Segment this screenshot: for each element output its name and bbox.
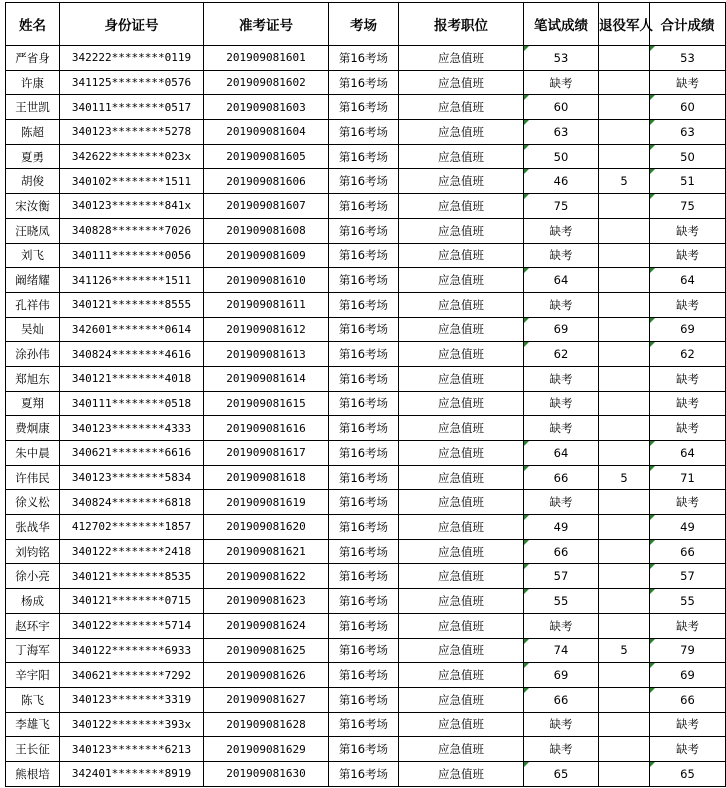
cell-ticket-number: 201909081626 xyxy=(204,663,329,688)
cell-position: 应急值班 xyxy=(399,761,524,786)
cell-id-number: 412702********1857 xyxy=(60,515,204,540)
cell-veteran-bonus xyxy=(599,663,650,688)
cell-written-score: 缺考 xyxy=(524,490,599,515)
cell-written-score: 缺考 xyxy=(524,243,599,268)
cell-position: 应急值班 xyxy=(399,194,524,219)
cell-written-score: 74 xyxy=(524,638,599,663)
cell-ticket-number: 201909081606 xyxy=(204,169,329,194)
cell-veteran-bonus xyxy=(599,391,650,416)
cell-exam-room: 第16考场 xyxy=(329,712,399,737)
cell-id-number: 340121********8555 xyxy=(60,292,204,317)
table-row xyxy=(6,169,726,194)
cell-id-number: 342601********0614 xyxy=(60,317,204,342)
cell-written-score: 53 xyxy=(524,46,599,71)
cell-position: 应急值班 xyxy=(399,169,524,194)
cell-position: 应急值班 xyxy=(399,712,524,737)
cell-ticket-number: 201909081629 xyxy=(204,737,329,762)
cell-id-number: 340122********393x xyxy=(60,712,204,737)
cell-name: 辛宇阳 xyxy=(6,663,60,688)
cell-total-score: 64 xyxy=(650,268,726,293)
cell-position: 应急值班 xyxy=(399,564,524,589)
table-row xyxy=(6,243,726,268)
table-row xyxy=(6,70,726,95)
column-header-total-score: 合计成绩 xyxy=(650,3,726,46)
cell-total-score: 69 xyxy=(650,317,726,342)
cell-ticket-number: 201909081602 xyxy=(204,70,329,95)
cell-id-number: 340621********7292 xyxy=(60,663,204,688)
cell-exam-room: 第16考场 xyxy=(329,613,399,638)
cell-position: 应急值班 xyxy=(399,490,524,515)
table-row xyxy=(6,441,726,466)
table-row xyxy=(6,638,726,663)
cell-veteran-bonus xyxy=(599,268,650,293)
cell-id-number: 340824********4616 xyxy=(60,342,204,367)
cell-ticket-number: 201909081616 xyxy=(204,416,329,441)
cell-veteran-bonus xyxy=(599,292,650,317)
table-row xyxy=(6,539,726,564)
cell-veteran-bonus xyxy=(599,95,650,120)
cell-ticket-number: 201909081622 xyxy=(204,564,329,589)
cell-exam-room: 第16考场 xyxy=(329,391,399,416)
cell-veteran-bonus xyxy=(599,416,650,441)
cell-written-score: 缺考 xyxy=(524,416,599,441)
cell-veteran-bonus xyxy=(599,564,650,589)
cell-ticket-number: 201909081605 xyxy=(204,144,329,169)
table-row xyxy=(6,490,726,515)
cell-total-score: 缺考 xyxy=(650,712,726,737)
cell-id-number: 340121********4018 xyxy=(60,366,204,391)
cell-total-score: 缺考 xyxy=(650,391,726,416)
table-row xyxy=(6,317,726,342)
cell-veteran-bonus xyxy=(599,342,650,367)
cell-written-score: 缺考 xyxy=(524,737,599,762)
cell-id-number: 340121********0715 xyxy=(60,589,204,614)
cell-total-score: 49 xyxy=(650,515,726,540)
cell-veteran-bonus xyxy=(599,46,650,71)
cell-id-number: 340121********8535 xyxy=(60,564,204,589)
cell-veteran-bonus xyxy=(599,317,650,342)
cell-total-score: 缺考 xyxy=(650,416,726,441)
cell-ticket-number: 201909081610 xyxy=(204,268,329,293)
cell-veteran-bonus xyxy=(599,712,650,737)
table-row xyxy=(6,663,726,688)
cell-position: 应急值班 xyxy=(399,342,524,367)
cell-veteran-bonus xyxy=(599,366,650,391)
cell-id-number: 342401********8919 xyxy=(60,761,204,786)
cell-ticket-number: 201909081614 xyxy=(204,366,329,391)
table-row xyxy=(6,737,726,762)
table-row xyxy=(6,120,726,145)
cell-ticket-number: 201909081608 xyxy=(204,218,329,243)
table-row xyxy=(6,515,726,540)
cell-name: 宋汝衡 xyxy=(6,194,60,219)
cell-name: 丁海军 xyxy=(6,638,60,663)
cell-position: 应急值班 xyxy=(399,515,524,540)
cell-name: 许康 xyxy=(6,70,60,95)
cell-veteran-bonus: 5 xyxy=(599,638,650,663)
cell-id-number: 340111********0517 xyxy=(60,95,204,120)
cell-ticket-number: 201909081617 xyxy=(204,441,329,466)
cell-exam-room: 第16考场 xyxy=(329,490,399,515)
cell-id-number: 340824********6818 xyxy=(60,490,204,515)
cell-id-number: 340123********5834 xyxy=(60,465,204,490)
cell-id-number: 340621********6616 xyxy=(60,441,204,466)
column-header-veteran-bonus: 退役军人 xyxy=(599,3,650,46)
cell-exam-room: 第16考场 xyxy=(329,120,399,145)
cell-ticket-number: 201909081604 xyxy=(204,120,329,145)
cell-written-score: 缺考 xyxy=(524,70,599,95)
cell-written-score: 46 xyxy=(524,169,599,194)
cell-exam-room: 第16考场 xyxy=(329,144,399,169)
cell-exam-room: 第16考场 xyxy=(329,416,399,441)
cell-position: 应急值班 xyxy=(399,589,524,614)
cell-name: 涂孙伟 xyxy=(6,342,60,367)
column-header-name: 姓名 xyxy=(6,3,60,46)
cell-total-score: 62 xyxy=(650,342,726,367)
column-header-ticket-number: 准考证号 xyxy=(204,3,329,46)
cell-written-score: 69 xyxy=(524,317,599,342)
cell-id-number: 341125********0576 xyxy=(60,70,204,95)
cell-veteran-bonus: 5 xyxy=(599,465,650,490)
cell-veteran-bonus xyxy=(599,70,650,95)
cell-position: 应急值班 xyxy=(399,120,524,145)
cell-exam-room: 第16考场 xyxy=(329,589,399,614)
table-row xyxy=(6,465,726,490)
cell-total-score: 55 xyxy=(650,589,726,614)
cell-name: 严省身 xyxy=(6,46,60,71)
cell-total-score: 66 xyxy=(650,687,726,712)
cell-exam-room: 第16考场 xyxy=(329,465,399,490)
cell-id-number: 340122********6933 xyxy=(60,638,204,663)
cell-id-number: 340123********4333 xyxy=(60,416,204,441)
cell-written-score: 缺考 xyxy=(524,712,599,737)
cell-exam-room: 第16考场 xyxy=(329,70,399,95)
cell-id-number: 340123********5278 xyxy=(60,120,204,145)
cell-ticket-number: 201909081623 xyxy=(204,589,329,614)
cell-exam-room: 第16考场 xyxy=(329,737,399,762)
cell-position: 应急值班 xyxy=(399,737,524,762)
cell-exam-room: 第16考场 xyxy=(329,169,399,194)
cell-name: 王长征 xyxy=(6,737,60,762)
cell-position: 应急值班 xyxy=(399,663,524,688)
cell-veteran-bonus xyxy=(599,737,650,762)
table-row xyxy=(6,292,726,317)
cell-name: 朱中晨 xyxy=(6,441,60,466)
table-row xyxy=(6,712,726,737)
cell-veteran-bonus xyxy=(599,490,650,515)
table-row xyxy=(6,342,726,367)
table-row xyxy=(6,613,726,638)
cell-veteran-bonus xyxy=(599,589,650,614)
cell-name: 汪晓凤 xyxy=(6,218,60,243)
cell-exam-room: 第16考场 xyxy=(329,342,399,367)
cell-exam-room: 第16考场 xyxy=(329,46,399,71)
cell-total-score: 63 xyxy=(650,120,726,145)
cell-written-score: 65 xyxy=(524,761,599,786)
cell-id-number: 342222********0119 xyxy=(60,46,204,71)
cell-position: 应急值班 xyxy=(399,391,524,416)
cell-written-score: 69 xyxy=(524,663,599,688)
cell-exam-room: 第16考场 xyxy=(329,218,399,243)
cell-id-number: 340111********0056 xyxy=(60,243,204,268)
cell-exam-room: 第16考场 xyxy=(329,243,399,268)
cell-ticket-number: 201909081619 xyxy=(204,490,329,515)
cell-ticket-number: 201909081609 xyxy=(204,243,329,268)
cell-ticket-number: 201909081611 xyxy=(204,292,329,317)
cell-ticket-number: 201909081607 xyxy=(204,194,329,219)
cell-total-score: 缺考 xyxy=(650,613,726,638)
column-header-id-number: 身份证号 xyxy=(60,3,204,46)
cell-written-score: 57 xyxy=(524,564,599,589)
cell-name: 徐小亮 xyxy=(6,564,60,589)
cell-id-number: 340122********2418 xyxy=(60,539,204,564)
cell-veteran-bonus xyxy=(599,194,650,219)
cell-name: 王世凯 xyxy=(6,95,60,120)
cell-ticket-number: 201909081624 xyxy=(204,613,329,638)
cell-total-score: 79 xyxy=(650,638,726,663)
cell-total-score: 缺考 xyxy=(650,490,726,515)
column-header-position: 报考职位 xyxy=(399,3,524,46)
cell-id-number: 340122********5714 xyxy=(60,613,204,638)
cell-exam-room: 第16考场 xyxy=(329,292,399,317)
cell-position: 应急值班 xyxy=(399,144,524,169)
cell-total-score: 50 xyxy=(650,144,726,169)
cell-total-score: 69 xyxy=(650,663,726,688)
cell-veteran-bonus xyxy=(599,761,650,786)
cell-total-score: 51 xyxy=(650,169,726,194)
table-row xyxy=(6,144,726,169)
cell-written-score: 75 xyxy=(524,194,599,219)
cell-written-score: 缺考 xyxy=(524,292,599,317)
header-row xyxy=(6,3,726,46)
cell-total-score: 65 xyxy=(650,761,726,786)
cell-name: 费炯康 xyxy=(6,416,60,441)
cell-id-number: 340123********841x xyxy=(60,194,204,219)
table-row xyxy=(6,687,726,712)
cell-veteran-bonus xyxy=(599,687,650,712)
cell-id-number: 341126********1511 xyxy=(60,268,204,293)
cell-exam-room: 第16考场 xyxy=(329,638,399,663)
cell-position: 应急值班 xyxy=(399,366,524,391)
cell-veteran-bonus xyxy=(599,613,650,638)
cell-written-score: 55 xyxy=(524,589,599,614)
cell-ticket-number: 201909081628 xyxy=(204,712,329,737)
table-row xyxy=(6,564,726,589)
cell-position: 应急值班 xyxy=(399,613,524,638)
cell-total-score: 53 xyxy=(650,46,726,71)
cell-ticket-number: 201909081620 xyxy=(204,515,329,540)
cell-name: 孔祥伟 xyxy=(6,292,60,317)
cell-name: 赵环宇 xyxy=(6,613,60,638)
cell-name: 刘钧铭 xyxy=(6,539,60,564)
cell-ticket-number: 201909081621 xyxy=(204,539,329,564)
cell-id-number: 340828********7026 xyxy=(60,218,204,243)
score-table xyxy=(5,2,726,787)
cell-name: 熊根培 xyxy=(6,761,60,786)
cell-position: 应急值班 xyxy=(399,243,524,268)
cell-name: 陈超 xyxy=(6,120,60,145)
cell-id-number: 340102********1511 xyxy=(60,169,204,194)
cell-total-score: 60 xyxy=(650,95,726,120)
cell-veteran-bonus xyxy=(599,218,650,243)
cell-ticket-number: 201909081601 xyxy=(204,46,329,71)
cell-position: 应急值班 xyxy=(399,539,524,564)
cell-ticket-number: 201909081618 xyxy=(204,465,329,490)
cell-exam-room: 第16考场 xyxy=(329,95,399,120)
cell-name: 李雄飞 xyxy=(6,712,60,737)
cell-position: 应急值班 xyxy=(399,465,524,490)
cell-veteran-bonus xyxy=(599,144,650,169)
column-header-written-score: 笔试成绩 xyxy=(524,3,599,46)
cell-position: 应急值班 xyxy=(399,317,524,342)
table-row xyxy=(6,761,726,786)
cell-veteran-bonus xyxy=(599,120,650,145)
column-header-exam-room: 考场 xyxy=(329,3,399,46)
cell-name: 杨成 xyxy=(6,589,60,614)
table-row xyxy=(6,218,726,243)
cell-name: 张战华 xyxy=(6,515,60,540)
cell-name: 郑旭东 xyxy=(6,366,60,391)
cell-name: 许伟民 xyxy=(6,465,60,490)
cell-exam-room: 第16考场 xyxy=(329,515,399,540)
cell-name: 吴灿 xyxy=(6,317,60,342)
cell-exam-room: 第16考场 xyxy=(329,539,399,564)
cell-name: 阚绪耀 xyxy=(6,268,60,293)
table-body xyxy=(6,46,726,787)
table-row xyxy=(6,589,726,614)
cell-position: 应急值班 xyxy=(399,218,524,243)
cell-position: 应急值班 xyxy=(399,441,524,466)
cell-written-score: 49 xyxy=(524,515,599,540)
cell-veteran-bonus xyxy=(599,539,650,564)
cell-exam-room: 第16考场 xyxy=(329,194,399,219)
cell-total-score: 64 xyxy=(650,441,726,466)
cell-id-number: 340123********6213 xyxy=(60,737,204,762)
cell-id-number: 342622********023x xyxy=(60,144,204,169)
cell-exam-room: 第16考场 xyxy=(329,441,399,466)
cell-position: 应急值班 xyxy=(399,687,524,712)
cell-written-score: 缺考 xyxy=(524,366,599,391)
cell-exam-room: 第16考场 xyxy=(329,366,399,391)
cell-exam-room: 第16考场 xyxy=(329,761,399,786)
cell-exam-room: 第16考场 xyxy=(329,663,399,688)
cell-position: 应急值班 xyxy=(399,268,524,293)
cell-ticket-number: 201909081625 xyxy=(204,638,329,663)
cell-exam-room: 第16考场 xyxy=(329,317,399,342)
cell-total-score: 57 xyxy=(650,564,726,589)
cell-veteran-bonus xyxy=(599,441,650,466)
cell-exam-room: 第16考场 xyxy=(329,687,399,712)
cell-name: 夏勇 xyxy=(6,144,60,169)
cell-written-score: 66 xyxy=(524,687,599,712)
cell-name: 陈飞 xyxy=(6,687,60,712)
cell-position: 应急值班 xyxy=(399,70,524,95)
cell-total-score: 缺考 xyxy=(650,292,726,317)
table-row xyxy=(6,194,726,219)
cell-name: 夏翔 xyxy=(6,391,60,416)
cell-total-score: 75 xyxy=(650,194,726,219)
score-table-container xyxy=(5,2,726,787)
cell-written-score: 62 xyxy=(524,342,599,367)
table-row xyxy=(6,95,726,120)
cell-written-score: 66 xyxy=(524,539,599,564)
table-row xyxy=(6,366,726,391)
cell-position: 应急值班 xyxy=(399,638,524,663)
cell-ticket-number: 201909081603 xyxy=(204,95,329,120)
cell-position: 应急值班 xyxy=(399,416,524,441)
cell-ticket-number: 201909081613 xyxy=(204,342,329,367)
cell-written-score: 60 xyxy=(524,95,599,120)
cell-total-score: 缺考 xyxy=(650,243,726,268)
cell-name: 刘飞 xyxy=(6,243,60,268)
cell-ticket-number: 201909081615 xyxy=(204,391,329,416)
cell-total-score: 缺考 xyxy=(650,366,726,391)
cell-id-number: 340123********3319 xyxy=(60,687,204,712)
table-row xyxy=(6,391,726,416)
cell-veteran-bonus: 5 xyxy=(599,169,650,194)
cell-written-score: 缺考 xyxy=(524,218,599,243)
cell-veteran-bonus xyxy=(599,515,650,540)
cell-position: 应急值班 xyxy=(399,95,524,120)
cell-ticket-number: 201909081630 xyxy=(204,761,329,786)
cell-written-score: 50 xyxy=(524,144,599,169)
cell-exam-room: 第16考场 xyxy=(329,564,399,589)
cell-position: 应急值班 xyxy=(399,46,524,71)
cell-veteran-bonus xyxy=(599,243,650,268)
table-row xyxy=(6,268,726,293)
cell-total-score: 缺考 xyxy=(650,737,726,762)
cell-total-score: 71 xyxy=(650,465,726,490)
cell-position: 应急值班 xyxy=(399,292,524,317)
cell-total-score: 缺考 xyxy=(650,70,726,95)
cell-total-score: 66 xyxy=(650,539,726,564)
table-row xyxy=(6,416,726,441)
cell-total-score: 缺考 xyxy=(650,218,726,243)
cell-exam-room: 第16考场 xyxy=(329,268,399,293)
cell-written-score: 缺考 xyxy=(524,613,599,638)
cell-id-number: 340111********0518 xyxy=(60,391,204,416)
cell-written-score: 66 xyxy=(524,465,599,490)
cell-ticket-number: 201909081627 xyxy=(204,687,329,712)
cell-written-score: 缺考 xyxy=(524,391,599,416)
cell-name: 徐义松 xyxy=(6,490,60,515)
cell-ticket-number: 201909081612 xyxy=(204,317,329,342)
cell-written-score: 63 xyxy=(524,120,599,145)
table-row xyxy=(6,46,726,71)
cell-name: 胡俊 xyxy=(6,169,60,194)
cell-written-score: 64 xyxy=(524,268,599,293)
cell-written-score: 64 xyxy=(524,441,599,466)
